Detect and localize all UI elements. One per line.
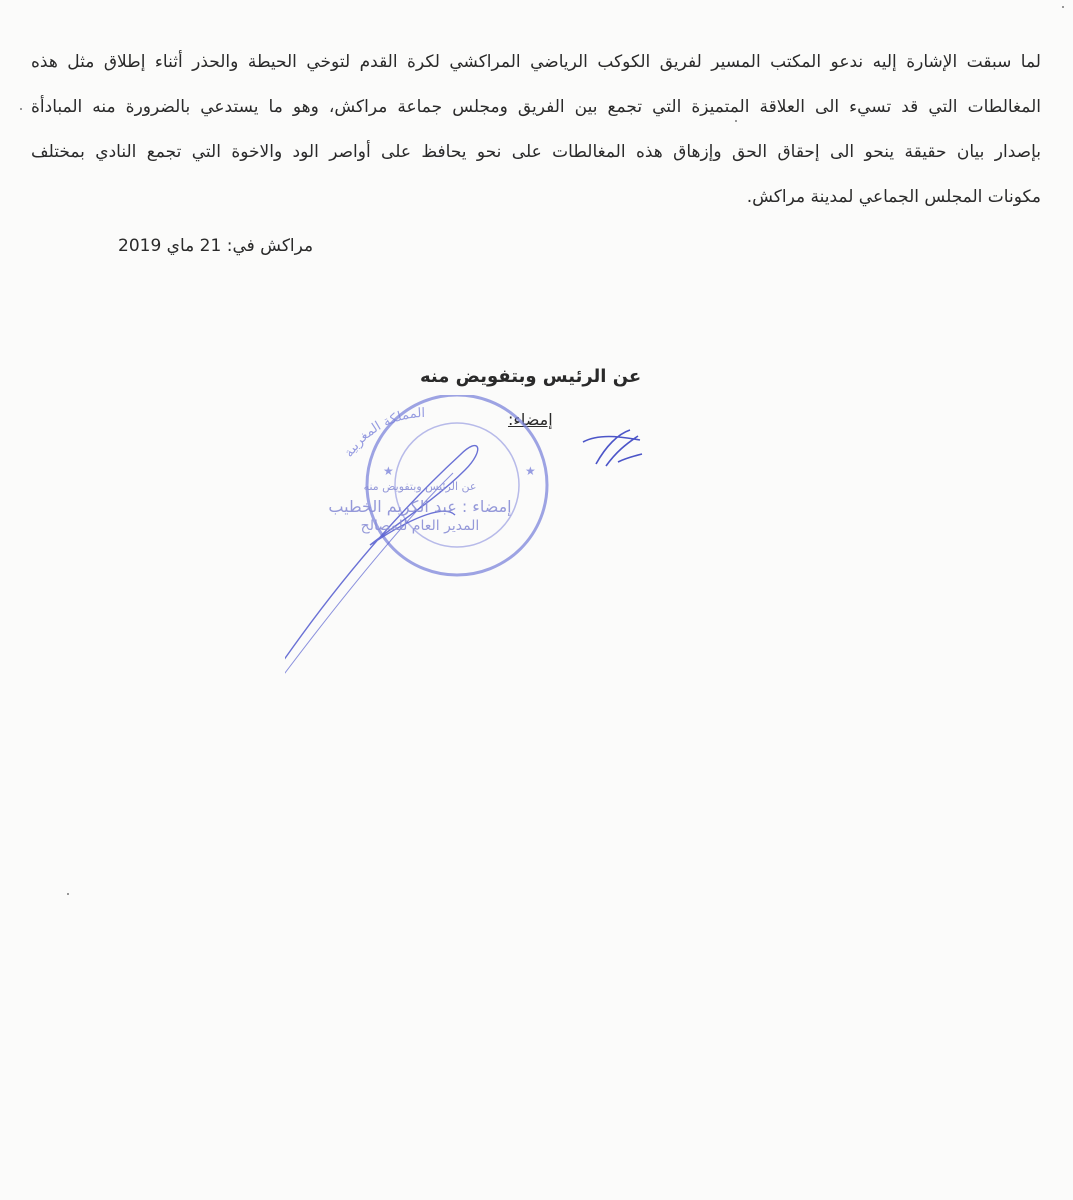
stamp-line-1: عن الرئيس وبتفويض منه: [363, 480, 477, 493]
stamp-star-icon: ★: [383, 464, 394, 478]
official-stamp: [285, 395, 565, 715]
letter-line-2: المغالطات التي قد تسيء الى العلاقة المتميزة التي تجمع بين الفريق ومجلس جماعة مراكش، وهو ما يستدعي بالضرورة منه المبادأة: [31, 97, 1041, 117]
stamp-line-2: إمضاء : عبد الكريم الخطيب: [328, 497, 512, 516]
paper-speck: [735, 120, 737, 122]
letter-body: [31, 40, 1041, 220]
paper-speck: [67, 893, 69, 895]
letter-date: مراكش في: 21 ماي 2019: [118, 236, 314, 256]
paper-speck: [1062, 6, 1064, 8]
letter-line-3: بإصدار بيان حقيقة ينحو الى إحقاق الحق وإزهاق هذه المغالطات على نحو يحافظ على أواصر الود والاخوة التي تجمع النادي بمختلف: [31, 142, 1041, 162]
stamp-line-3: المدير العام للمصالح: [360, 518, 480, 534]
stamp-star-icon: ★: [525, 464, 536, 478]
on-behalf-heading: عن الرئيس وبتفويض منه: [420, 366, 642, 387]
stamp-ring-text: المملكة المغربية: [341, 405, 426, 461]
signature-initials: [578, 426, 648, 470]
signature-label: إمضاء:: [508, 410, 553, 429]
paper-speck: [20, 108, 22, 110]
stamp-text: [290, 480, 550, 534]
letter-line-4: مكونات المجلس الجماعي لمدينة مراكش.: [746, 187, 1041, 207]
letter-line-1: لما سبقت الإشارة إليه ندعو المكتب المسير لفريق الكوكب الرياضي المراكشي لكرة القدم لتوخي الحيطة والحذر أثناء إطلاق مثل هذه: [31, 52, 1041, 72]
